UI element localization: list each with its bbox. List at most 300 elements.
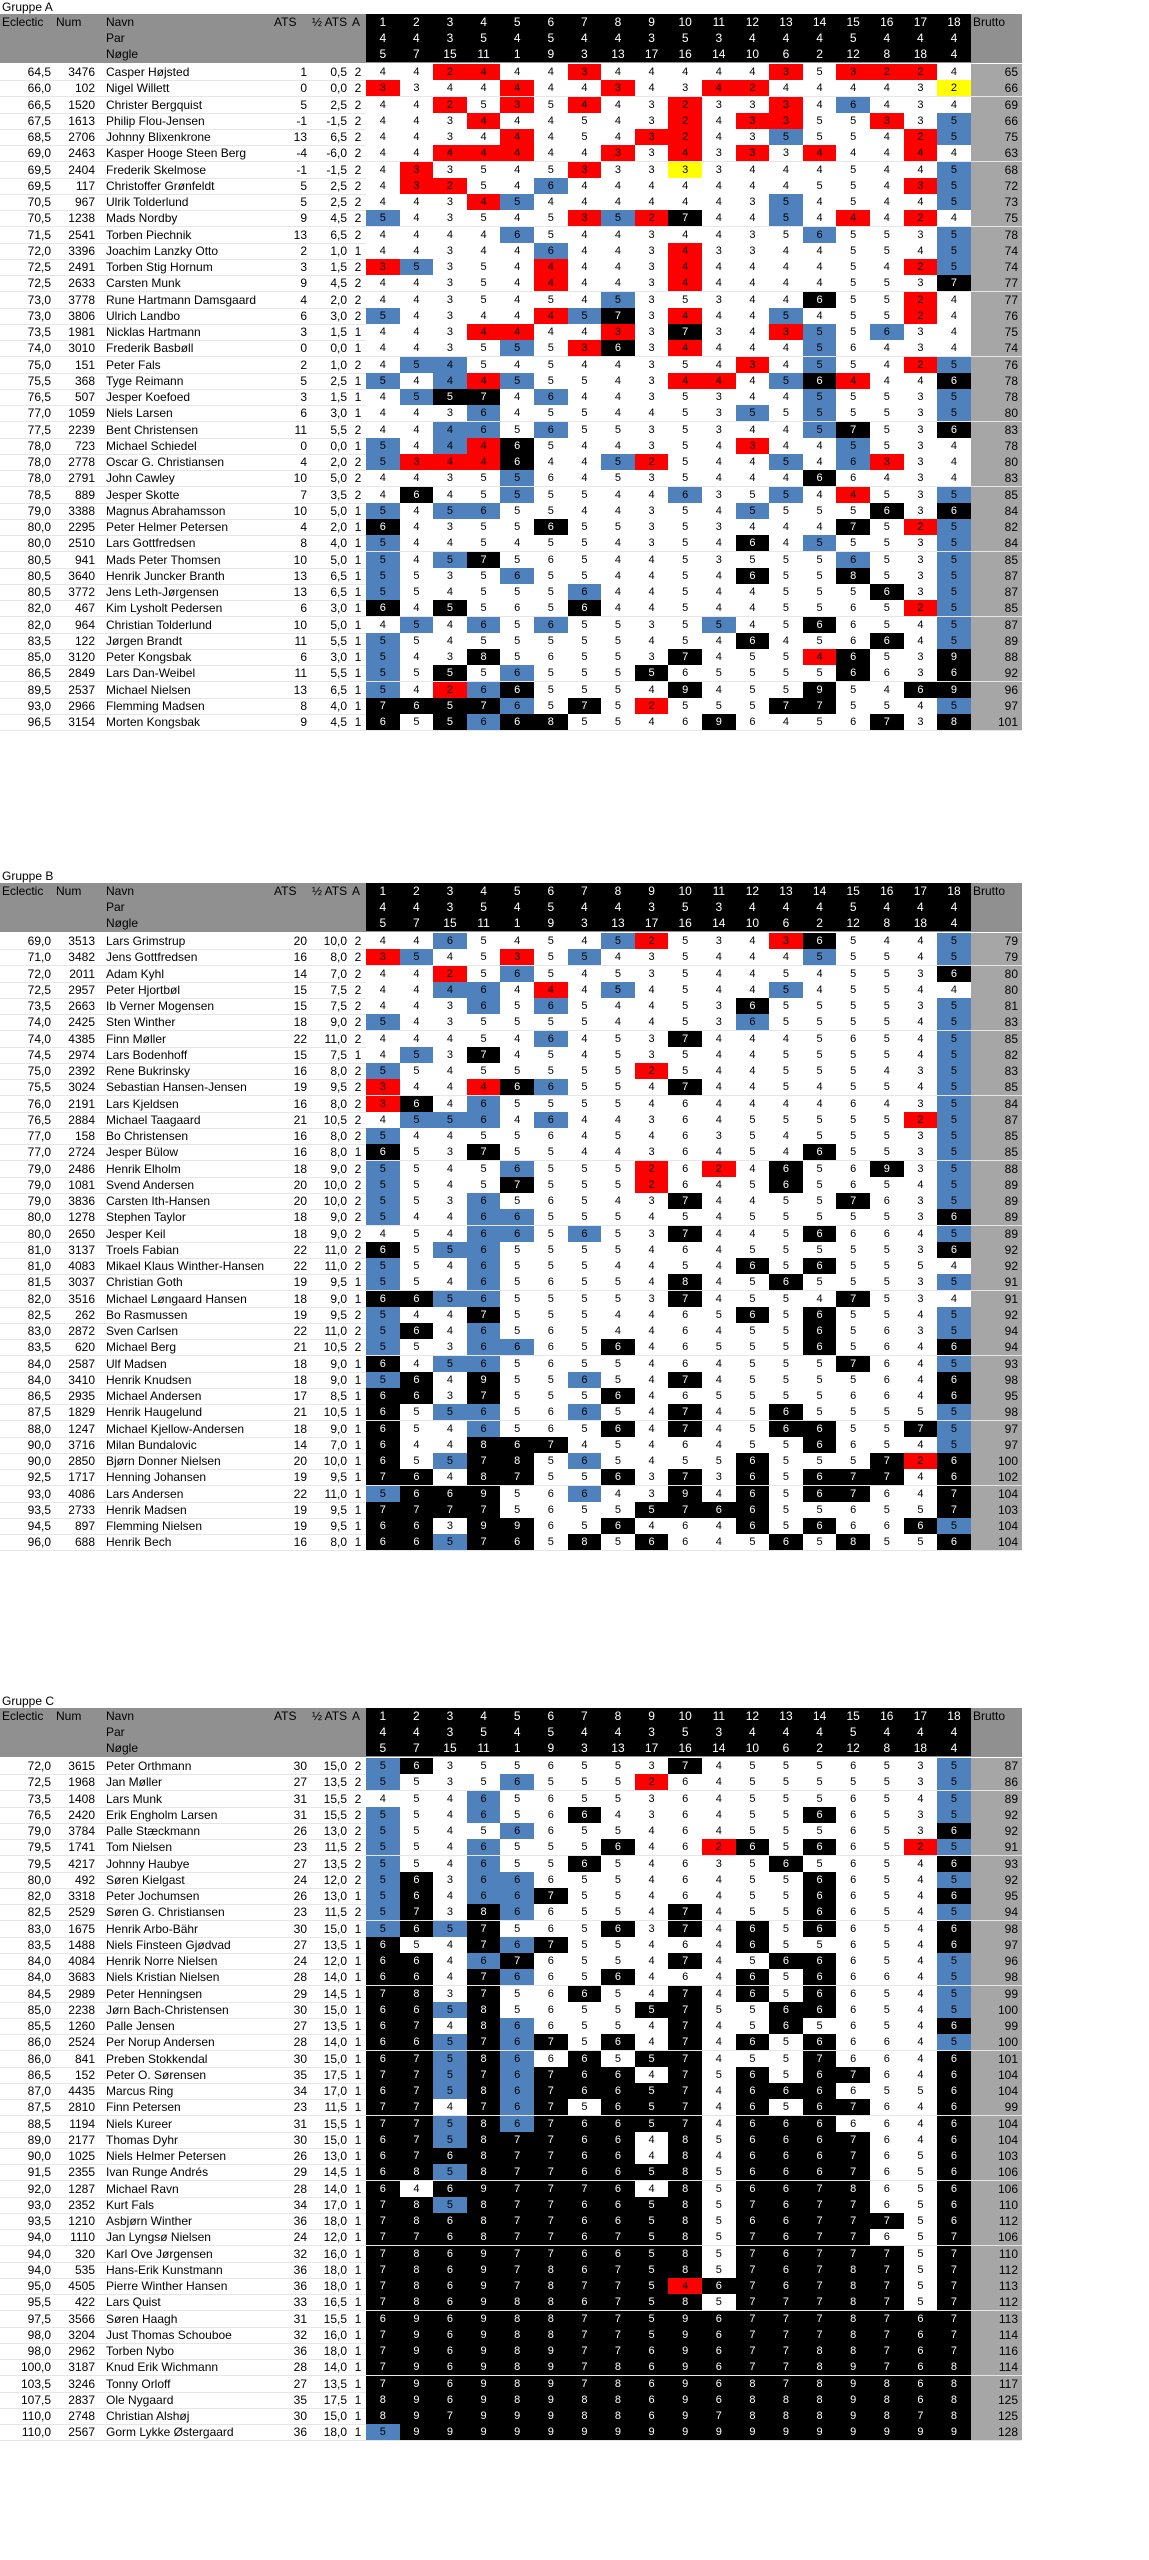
player-ats: 6 bbox=[300, 308, 307, 323]
hole-score: 4 bbox=[400, 470, 434, 486]
player-half: 2,5 bbox=[330, 195, 347, 209]
group-header bbox=[0, 883, 1022, 932]
hole-score: 6 bbox=[836, 1031, 870, 1047]
player-num: 1278 bbox=[68, 1210, 95, 1225]
hole-score: 6 bbox=[568, 2197, 602, 2213]
hole-score: 5 bbox=[568, 1421, 602, 1437]
hole-score: 5 bbox=[635, 2213, 669, 2229]
hole-score: 4 bbox=[736, 210, 770, 226]
hole-score: 5 bbox=[366, 1209, 400, 1225]
brutto-score: 63 bbox=[971, 145, 1022, 161]
hole-score: 4 bbox=[433, 1307, 467, 1323]
table-row bbox=[0, 535, 1022, 552]
player-half: 13,5 bbox=[323, 2376, 347, 2391]
hole-score: 4 bbox=[366, 145, 400, 161]
hole-score: 5 bbox=[467, 1177, 501, 1193]
hole-score: 3 bbox=[635, 1469, 669, 1485]
brutto-score: 68 bbox=[971, 162, 1022, 178]
player-ecl: 95,5 bbox=[27, 2295, 51, 2310]
header-par: Par bbox=[106, 31, 125, 45]
hole-score: 8 bbox=[937, 2408, 971, 2424]
hole-score: 6 bbox=[433, 2311, 467, 2327]
player-num: 2510 bbox=[68, 536, 95, 551]
player-num: 2650 bbox=[68, 1226, 95, 1241]
hole-score: 4 bbox=[534, 129, 568, 145]
hole-score: 8 bbox=[366, 2392, 400, 2408]
player-ecl: 86,5 bbox=[27, 2067, 51, 2082]
hole-score: 5 bbox=[736, 1274, 770, 1290]
hole-score: 6 bbox=[601, 2132, 635, 2148]
hole-number: 4 bbox=[480, 884, 487, 898]
hole-score: 4 bbox=[702, 682, 736, 698]
hole-score: 5 bbox=[601, 1274, 635, 1290]
player-name: Michael Løngaard Hansen bbox=[106, 1291, 247, 1306]
hole-score: 4 bbox=[635, 1339, 669, 1355]
player-num: 4084 bbox=[68, 1954, 95, 1968]
hole-score: 6 bbox=[803, 1986, 837, 2002]
hole-score: 6 bbox=[534, 1404, 568, 1420]
hole-score: 7 bbox=[803, 2213, 837, 2229]
player-half: 14,5 bbox=[323, 1986, 347, 2001]
player-a: 2 bbox=[354, 487, 362, 502]
hole-score: 6 bbox=[500, 1904, 534, 1920]
player-a: 1 bbox=[354, 341, 362, 356]
hole-score: 9 bbox=[668, 2408, 702, 2424]
hole-score: 9 bbox=[836, 2392, 870, 2408]
hole-score: 6 bbox=[702, 2392, 736, 2408]
player-half: 3,0 bbox=[330, 601, 347, 616]
hole-score: 6 bbox=[601, 2246, 635, 2262]
hole-score: 7 bbox=[400, 2132, 434, 2148]
player-ecl: 71,0 bbox=[27, 950, 51, 965]
hole-score: 7 bbox=[836, 2229, 870, 2245]
hole-score: 4 bbox=[870, 259, 904, 275]
hole-score: 6 bbox=[937, 503, 971, 519]
hole-score: 5 bbox=[937, 1161, 971, 1177]
hole-score: 9 bbox=[433, 2424, 467, 2440]
player-num: 3318 bbox=[68, 1889, 95, 1903]
player-ecl: 89,0 bbox=[27, 2132, 51, 2147]
player-ats: 26 bbox=[293, 2149, 307, 2163]
hole-score: 6 bbox=[534, 617, 568, 633]
player-ecl: 85,0 bbox=[27, 2002, 51, 2017]
player-a: 2 bbox=[354, 146, 362, 161]
hole-par: 3 bbox=[446, 1725, 454, 1739]
player-name: Flemming Nielsen bbox=[106, 1519, 203, 1533]
table-row bbox=[0, 1969, 1022, 1986]
hole-score: 3 bbox=[769, 324, 803, 340]
player-a: 2 bbox=[354, 1872, 362, 1887]
hole-score: 3 bbox=[635, 649, 669, 665]
hole-score: 6 bbox=[433, 2294, 467, 2310]
hole-number: 2 bbox=[413, 1709, 420, 1723]
hole-score: 3 bbox=[433, 259, 467, 275]
player-ecl: 74,0 bbox=[27, 1015, 51, 1030]
player-ecl: 93,0 bbox=[27, 2197, 51, 2212]
hole-score: 4 bbox=[702, 2148, 736, 2164]
hole-score: 5 bbox=[836, 1372, 870, 1388]
hole-score: 8 bbox=[534, 2327, 568, 2343]
hole-score: 4 bbox=[702, 275, 736, 291]
hole-score: 5 bbox=[937, 1953, 971, 1969]
hole-score: 5 bbox=[668, 422, 702, 438]
hole-score: 3 bbox=[433, 275, 467, 291]
group-header bbox=[0, 14, 1022, 63]
hole-number: 11 bbox=[712, 15, 726, 29]
hole-score: 4 bbox=[500, 324, 534, 340]
table-row bbox=[0, 1807, 1022, 1824]
hole-score: 8 bbox=[836, 2262, 870, 2278]
hole-score: 3 bbox=[702, 552, 736, 568]
hole-score: 6 bbox=[467, 617, 501, 633]
player-num: 2989 bbox=[68, 1986, 95, 2001]
player-ats: 22 bbox=[293, 1324, 307, 1338]
player-a: 1 bbox=[354, 1356, 362, 1371]
player-ecl: 82,5 bbox=[27, 1307, 51, 1322]
hole-score: 7 bbox=[769, 2327, 803, 2343]
hole-score: 9 bbox=[534, 2376, 568, 2392]
hole-score: 5 bbox=[870, 1904, 904, 1920]
player-half: 9,0 bbox=[330, 1210, 347, 1225]
hole-score: 5 bbox=[400, 584, 434, 600]
hole-score: 5 bbox=[803, 1453, 837, 1469]
player-name: Bent Christensen bbox=[106, 422, 199, 437]
player-num: 1717 bbox=[68, 1470, 95, 1485]
hole-score: 5 bbox=[400, 633, 434, 649]
hole-score: 4 bbox=[601, 243, 635, 259]
hole-score: 6 bbox=[870, 584, 904, 600]
hole-score: 5 bbox=[601, 1888, 635, 1904]
player-half: 1,5 bbox=[330, 325, 347, 339]
hole-score: 4 bbox=[736, 178, 770, 194]
hole-score: 5 bbox=[769, 1502, 803, 1518]
hole-score: 6 bbox=[803, 933, 837, 949]
hole-score: 8 bbox=[668, 2148, 702, 2164]
hole-score: 3 bbox=[904, 227, 938, 243]
player-a: 2 bbox=[354, 1080, 362, 1095]
hole-score: 5 bbox=[937, 1177, 971, 1193]
player-name: Torben Piechnik bbox=[106, 227, 192, 242]
hole-score: 4 bbox=[702, 503, 736, 519]
player-num: 1260 bbox=[68, 2019, 95, 2033]
hole-score: 7 bbox=[534, 2246, 568, 2262]
hole-score: 4 bbox=[769, 1144, 803, 1160]
hole-key: 14 bbox=[712, 47, 726, 61]
hole-score: 6 bbox=[668, 1969, 702, 1985]
brutto-score: 117 bbox=[971, 2376, 1022, 2392]
hole-score: 8 bbox=[803, 2343, 837, 2359]
player-num: 1059 bbox=[68, 406, 95, 421]
hole-score: 4 bbox=[769, 422, 803, 438]
hole-score: 3 bbox=[366, 1096, 400, 1112]
hole-score: 6 bbox=[836, 633, 870, 649]
hole-score: 5 bbox=[769, 1112, 803, 1128]
player-half: 12,0 bbox=[323, 1872, 347, 1887]
hole-score: 7 bbox=[803, 2262, 837, 2278]
hole-score: 6 bbox=[769, 2164, 803, 2180]
hole-score: 5 bbox=[568, 1774, 602, 1790]
hole-score: 4 bbox=[400, 998, 434, 1014]
hole-score: 4 bbox=[601, 1486, 635, 1502]
player-ecl: 93,0 bbox=[27, 1486, 51, 1501]
table-row bbox=[0, 2018, 1022, 2035]
hole-score: 5 bbox=[568, 1823, 602, 1839]
hole-score: 4 bbox=[904, 1856, 938, 1872]
player-ecl: 77,0 bbox=[27, 1145, 51, 1160]
hole-score: 7 bbox=[601, 308, 635, 324]
player-half: 4,5 bbox=[330, 715, 347, 729]
player-a: 1 bbox=[354, 1986, 362, 2001]
player-half: 15,5 bbox=[323, 1791, 347, 1806]
hole-score: 6 bbox=[668, 714, 702, 730]
hole-score: 3 bbox=[433, 1388, 467, 1404]
player-ats: 15 bbox=[293, 1047, 307, 1062]
hole-score: 4 bbox=[870, 373, 904, 389]
hole-score: 4 bbox=[904, 2099, 938, 2115]
hole-key: 11 bbox=[477, 916, 490, 930]
hole-score: 7 bbox=[937, 2246, 971, 2262]
hole-score: 6 bbox=[904, 2392, 938, 2408]
hole-score: 6 bbox=[803, 1339, 837, 1355]
hole-score: 7 bbox=[534, 1437, 568, 1453]
hole-score: 9 bbox=[467, 2246, 501, 2262]
hole-score: 6 bbox=[904, 2311, 938, 2327]
hole-score: 8 bbox=[400, 1986, 434, 2002]
hole-score: 4 bbox=[366, 64, 400, 80]
hole-score: 3 bbox=[904, 714, 938, 730]
player-name: Palle Stæckmann bbox=[106, 1824, 201, 1838]
hole-score: 2 bbox=[635, 1161, 669, 1177]
hole-score: 5 bbox=[937, 259, 971, 275]
table-row bbox=[0, 1209, 1022, 1226]
table-row bbox=[0, 519, 1022, 536]
player-name: Kim Lysholt Pedersen bbox=[106, 601, 223, 616]
player-ats: 19 bbox=[293, 1502, 307, 1517]
hole-number: 11 bbox=[712, 1709, 726, 1723]
hole-score: 7 bbox=[467, 1307, 501, 1323]
player-ats: 30 bbox=[293, 2051, 307, 2066]
hole-score: 6 bbox=[400, 1291, 434, 1307]
hole-par: 5 bbox=[480, 900, 487, 914]
hole-score: 4 bbox=[500, 357, 534, 373]
hole-score: 3 bbox=[635, 503, 669, 519]
hole-score: 7 bbox=[870, 2246, 904, 2262]
hole-number: 17 bbox=[913, 1709, 928, 1723]
hole-score: 5 bbox=[366, 1193, 400, 1209]
hole-score: 4 bbox=[635, 1969, 669, 1985]
hole-number: 9 bbox=[648, 884, 655, 898]
player-ats: 13 bbox=[293, 568, 307, 583]
hole-key: 5 bbox=[379, 916, 387, 930]
hole-score: 7 bbox=[467, 2067, 501, 2083]
hole-score: 4 bbox=[635, 1839, 669, 1855]
hole-number: 12 bbox=[745, 1709, 760, 1723]
player-half: 5,0 bbox=[330, 503, 347, 518]
player-a: 1 bbox=[354, 2295, 362, 2310]
hole-score: 6 bbox=[500, 2116, 534, 2132]
hole-score: 5 bbox=[702, 617, 736, 633]
hole-score: 3 bbox=[904, 389, 938, 405]
player-name: Peter Fals bbox=[106, 357, 161, 372]
hole-score: 5 bbox=[601, 1161, 635, 1177]
hole-score: 7 bbox=[836, 2132, 870, 2148]
hole-number: 16 bbox=[880, 884, 894, 898]
hole-score: 6 bbox=[534, 1758, 568, 1774]
hole-key: 18 bbox=[913, 47, 928, 61]
hole-score: 4 bbox=[769, 389, 803, 405]
hole-key: 11 bbox=[477, 1741, 490, 1755]
hole-score: 5 bbox=[937, 243, 971, 259]
hole-score: 5 bbox=[601, 2002, 635, 2018]
hole-score: 5 bbox=[601, 1031, 635, 1047]
hole-score: 6 bbox=[668, 1888, 702, 1904]
hole-score: 8 bbox=[500, 2327, 534, 2343]
hole-score: 4 bbox=[400, 1128, 434, 1144]
hole-score: 5 bbox=[736, 2018, 770, 2034]
player-half: 10,5 bbox=[323, 1340, 347, 1355]
hole-score: 6 bbox=[433, 2246, 467, 2262]
brutto-score: 102 bbox=[971, 1469, 1022, 1485]
hole-score: 4 bbox=[400, 503, 434, 519]
hole-score: 4 bbox=[736, 1079, 770, 1095]
hole-score: 4 bbox=[702, 308, 736, 324]
hole-score: 4 bbox=[601, 535, 635, 551]
hole-score: 4 bbox=[904, 1014, 938, 1030]
hole-score: 5 bbox=[467, 1823, 501, 1839]
hole-score: 5 bbox=[904, 2197, 938, 2213]
table-row bbox=[0, 1486, 1022, 1503]
hole-score: 5 bbox=[534, 600, 568, 616]
player-ats: 18 bbox=[293, 1421, 307, 1436]
hole-score: 6 bbox=[870, 2148, 904, 2164]
player-ats: 19 bbox=[293, 1080, 307, 1095]
hole-score: 7 bbox=[467, 1453, 501, 1469]
hole-score: 7 bbox=[937, 2327, 971, 2343]
hole-score: 4 bbox=[601, 97, 635, 113]
hole-score: 5 bbox=[769, 982, 803, 998]
hole-score: 8 bbox=[836, 568, 870, 584]
player-ats: 9 bbox=[300, 211, 307, 226]
hole-score: 6 bbox=[500, 1079, 534, 1095]
hole-score: 8 bbox=[568, 2392, 602, 2408]
player-name: Christian Goth bbox=[106, 1275, 183, 1290]
player-name: Henrik Knudsen bbox=[106, 1372, 192, 1387]
hole-score: 6 bbox=[836, 1518, 870, 1534]
hole-score: 5 bbox=[467, 210, 501, 226]
hole-score: 6 bbox=[366, 1437, 400, 1453]
hole-score: 4 bbox=[803, 259, 837, 275]
hole-score: 4 bbox=[904, 162, 938, 178]
hole-score: 9 bbox=[467, 2262, 501, 2278]
player-ecl: 72,0 bbox=[27, 1759, 51, 1773]
hole-score: 8 bbox=[467, 2197, 501, 2213]
hole-score: 6 bbox=[366, 2181, 400, 2197]
hole-par: 4 bbox=[782, 1725, 790, 1739]
player-ecl: 83,5 bbox=[27, 633, 51, 648]
hole-score: 5 bbox=[601, 292, 635, 308]
hole-score: 5 bbox=[736, 1209, 770, 1225]
hole-score: 4 bbox=[635, 1953, 669, 1969]
hole-score: 5 bbox=[736, 1372, 770, 1388]
hole-score: 4 bbox=[601, 178, 635, 194]
hole-score: 8 bbox=[467, 2164, 501, 2180]
hole-score: 4 bbox=[769, 535, 803, 551]
hole-score: 6 bbox=[366, 2051, 400, 2067]
hole-par: 5 bbox=[849, 900, 857, 914]
hole-score: 6 bbox=[601, 1421, 635, 1437]
hole-score: 5 bbox=[433, 1112, 467, 1128]
player-half: 18,0 bbox=[323, 2344, 347, 2358]
hole-score: 5 bbox=[668, 982, 702, 998]
brutto-score: 96 bbox=[971, 1953, 1022, 1969]
player-num: 1520 bbox=[68, 97, 95, 112]
hole-score: 3 bbox=[500, 97, 534, 113]
player-name: Peter Jochumsen bbox=[106, 1889, 200, 1903]
hole-score: 9 bbox=[467, 2181, 501, 2197]
player-ecl: 86,0 bbox=[27, 2051, 51, 2066]
hole-score: 4 bbox=[769, 438, 803, 454]
hole-score: 7 bbox=[534, 2148, 568, 2164]
hole-score: 4 bbox=[870, 340, 904, 356]
player-num: 2491 bbox=[68, 260, 95, 274]
hole-score: 4 bbox=[904, 145, 938, 161]
hole-score: 5 bbox=[736, 487, 770, 503]
player-ecl: 84,0 bbox=[27, 1954, 51, 1968]
hole-score: 3 bbox=[904, 405, 938, 421]
hole-score: 5 bbox=[500, 1791, 534, 1807]
hole-score: 5 bbox=[601, 1758, 635, 1774]
hole-score: 2 bbox=[668, 113, 702, 129]
brutto-score: 85 bbox=[971, 1144, 1022, 1160]
player-a: 2 bbox=[354, 81, 362, 96]
hole-score: 3 bbox=[635, 97, 669, 113]
player-half: 3,0 bbox=[330, 650, 347, 664]
player-ats: 10 bbox=[293, 552, 307, 567]
player-a: 2 bbox=[354, 1259, 362, 1273]
hole-score: 5 bbox=[736, 1534, 770, 1550]
hole-score: 5 bbox=[870, 1807, 904, 1823]
hole-score: 6 bbox=[769, 1856, 803, 1872]
hole-score: 4 bbox=[433, 2099, 467, 2115]
player-ecl: 81,0 bbox=[27, 1242, 51, 1257]
hole-score: 4 bbox=[366, 982, 400, 998]
hole-score: 4 bbox=[433, 357, 467, 373]
hole-score: 5 bbox=[803, 633, 837, 649]
hole-score: 8 bbox=[803, 2408, 837, 2424]
hole-number: 15 bbox=[846, 1709, 860, 1723]
hole-score: 5 bbox=[736, 1404, 770, 1420]
hole-score: 6 bbox=[601, 1339, 635, 1355]
player-a: 2 bbox=[354, 1210, 362, 1225]
hole-score: 7 bbox=[803, 2229, 837, 2245]
player-a: 1 bbox=[354, 1921, 362, 1936]
hole-score: 6 bbox=[366, 600, 400, 616]
hole-score: 5 bbox=[736, 1388, 770, 1404]
hole-score: 6 bbox=[366, 2034, 400, 2050]
hole-score: 8 bbox=[736, 2408, 770, 2424]
hole-par: 4 bbox=[816, 900, 823, 914]
hole-score: 3 bbox=[702, 1128, 736, 1144]
hole-score: 2 bbox=[904, 357, 938, 373]
hole-score: 6 bbox=[467, 1872, 501, 1888]
hole-score: 8 bbox=[467, 649, 501, 665]
hole-score: 5 bbox=[836, 1421, 870, 1437]
hole-score: 4 bbox=[769, 340, 803, 356]
hole-score: 4 bbox=[702, 1534, 736, 1550]
hole-score: 5 bbox=[568, 617, 602, 633]
hole-score: 5 bbox=[366, 1161, 400, 1177]
hole-score: 2 bbox=[904, 292, 938, 308]
